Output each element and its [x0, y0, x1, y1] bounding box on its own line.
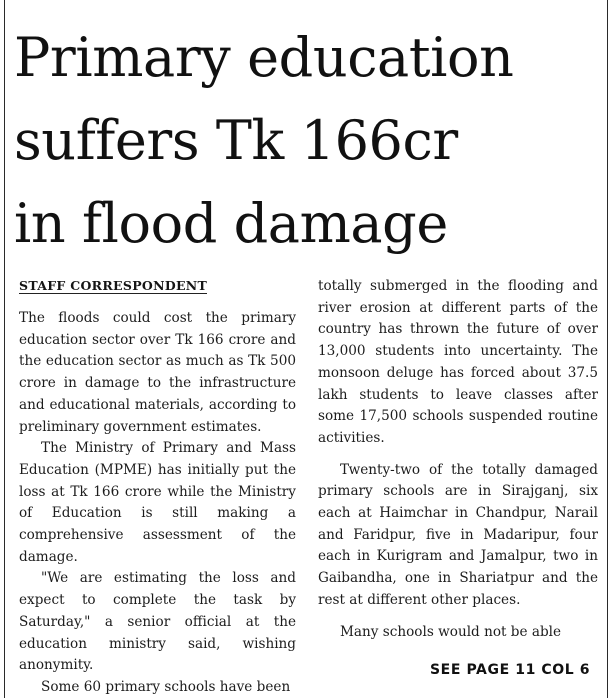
continued-on-page-label: SEE PAGE 11 COL 6	[430, 662, 591, 678]
article-column-left	[19, 276, 296, 699]
article-column-right	[318, 276, 598, 643]
left-column-rule	[4, 0, 5, 698]
paragraph-4-start: Some 60 primary schools have been	[41, 678, 291, 695]
headline-line-3: in flood damage	[14, 192, 448, 255]
paragraph-2: The Ministry of Primary and Mass Education (MPME) has initially put the loss at Tk 166 crore while the Ministry of Education is still making a comprehensive assessment of the damage.	[19, 440, 296, 565]
headline	[14, 16, 606, 265]
headline-line-1: Primary education	[14, 26, 514, 89]
paragraph-1: The floods could cost the primary education sector over Tk 166 crore and the education sector as much as Tk 500 crore in damage to the infrastructure and educational materials, according to preliminary government estimates.	[19, 310, 296, 435]
paragraph-4-continued: totally submerged in the flooding and river erosion at different parts of the country has thrown the future of over 13,000 students into uncertainty. The monsoon deluge has forced about 37.5 lakh students to leave classes after some 17,500 schools suspended routine activities.	[318, 278, 598, 446]
right-column-rule	[607, 0, 608, 698]
headline-line-2: suffers Tk 166cr	[14, 109, 458, 172]
paragraph-5: Twenty-two of the totally damaged primary schools are in Sirajganj, six each at Haimchar in Chandpur, Narail and Faridpur, five in Madaripur, four each in Kurigram and Jamalpur, two in Gaibandha, one in Shariatpur and the rest at different other places.	[318, 461, 598, 608]
byline: STAFF CORRESPONDENT	[19, 278, 208, 293]
paragraph-6: Many schools would not be able	[340, 623, 562, 640]
paragraph-3: "We are estimating the loss and expect to complete the task by Saturday," a senior official at the education ministry said, wishing anonymity.	[19, 570, 296, 674]
